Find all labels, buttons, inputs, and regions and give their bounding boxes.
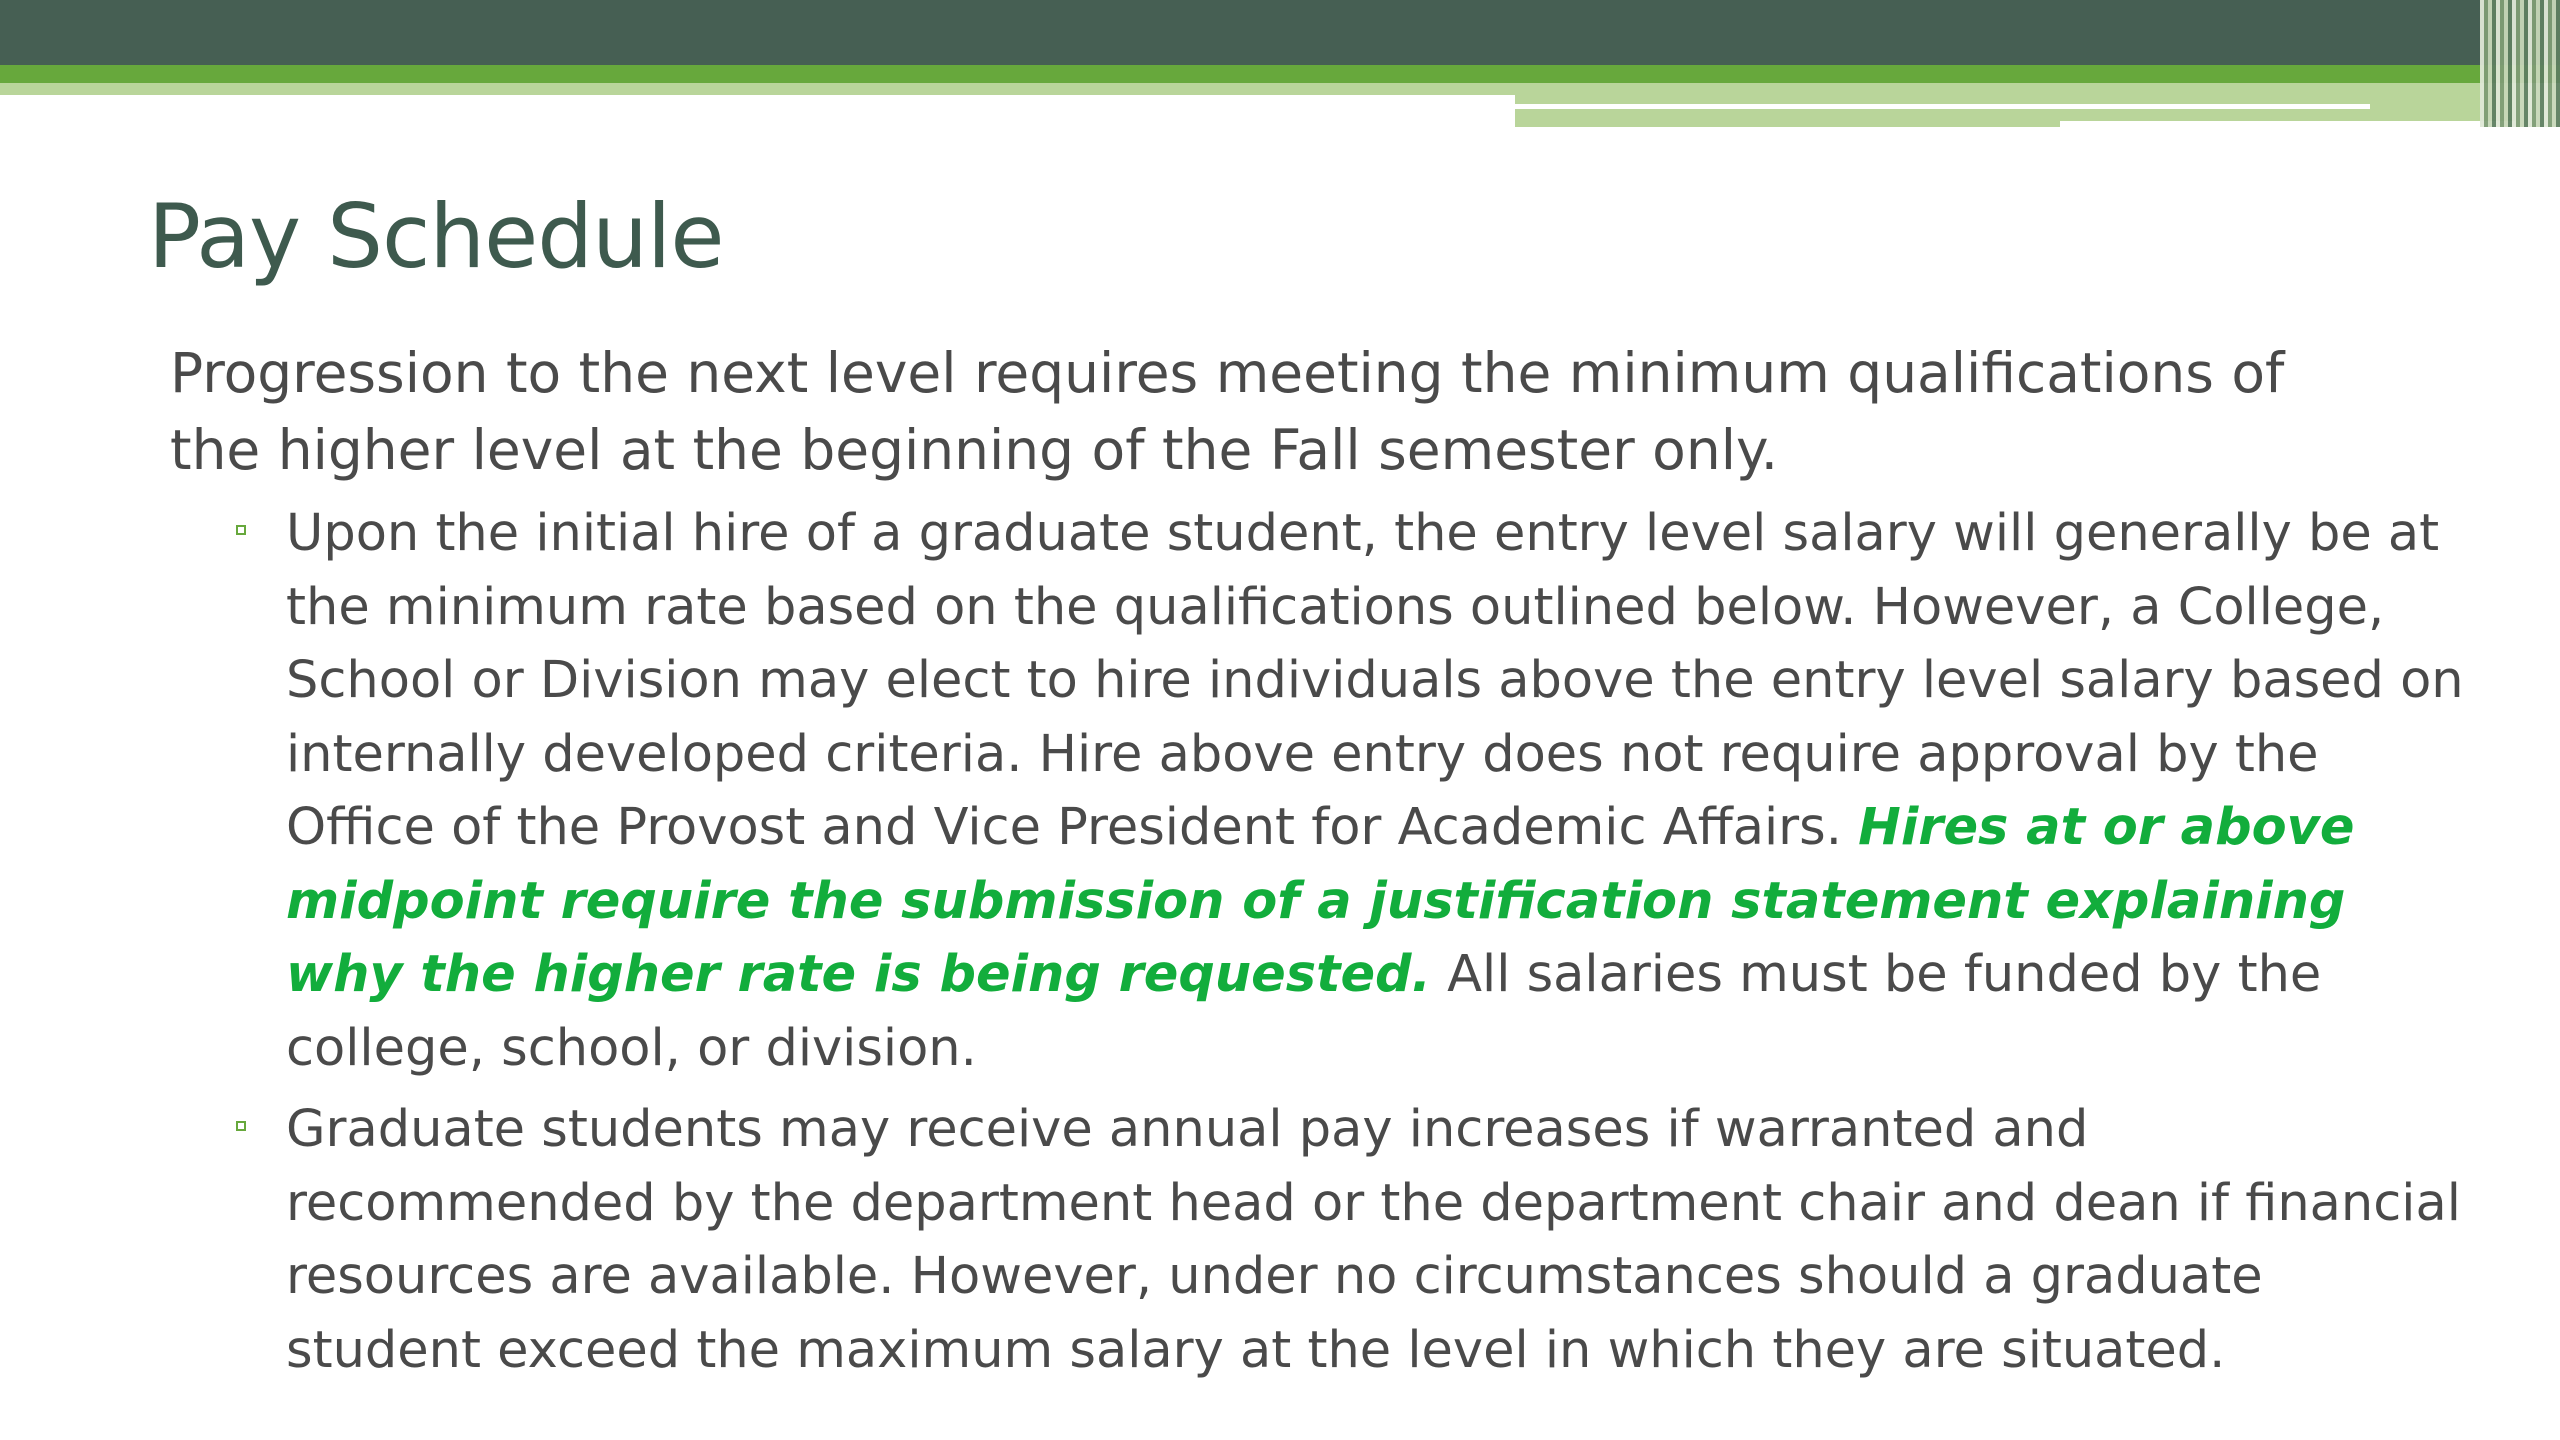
- header-green-bar: [0, 65, 2560, 83]
- slide-body: [170, 335, 2470, 1395]
- header-accent-line-lower: [2060, 121, 2515, 127]
- bullet-text-after: All salaries must be funded by the college, school, or division.: [286, 945, 2322, 1078]
- header-stripes-decoration: [2480, 0, 2560, 127]
- bullet-text: Graduate students may receive annual pay increases if warranted and recommended by the department head or the department chair and dean if financial resources are available. However, under no circumstances should a graduate student exceed the maximum salary at the level in which they are situated.: [286, 1100, 2461, 1380]
- bullet-list: [170, 497, 2470, 1387]
- hollow-square-bullet-icon: [236, 1121, 246, 1131]
- bullet-item-pay-increases: [170, 1093, 2470, 1387]
- header-light-bar-left: [0, 83, 1515, 95]
- bullet-emphasis-text: Hires at or above midpoint require the submission of a justification statement explaining why the higher rate is being requested.: [286, 798, 2355, 1004]
- hollow-square-bullet-icon: [236, 525, 246, 535]
- bullet-item-initial-hire: [170, 497, 2470, 1085]
- slide-title: Pay Schedule: [148, 185, 724, 288]
- intro-paragraph: Progression to the next level requires meeting the minimum qualifications of the higher level at the beginning of the Fall semester only.: [170, 341, 2285, 482]
- bullet-text-before: Upon the initial hire of a graduate student, the entry level salary will generally be at the minimum rate based on the qualifications outlined below. However, a College, School or Division may elect to hire individuals above the entry level salary based on internally developed criteria. Hire above entry does not require approval by the Office of the Provost and Vice President for Academic Affairs.: [286, 504, 2464, 857]
- header-dark-bar: [0, 0, 2560, 65]
- header-accent-line: [1515, 104, 2370, 109]
